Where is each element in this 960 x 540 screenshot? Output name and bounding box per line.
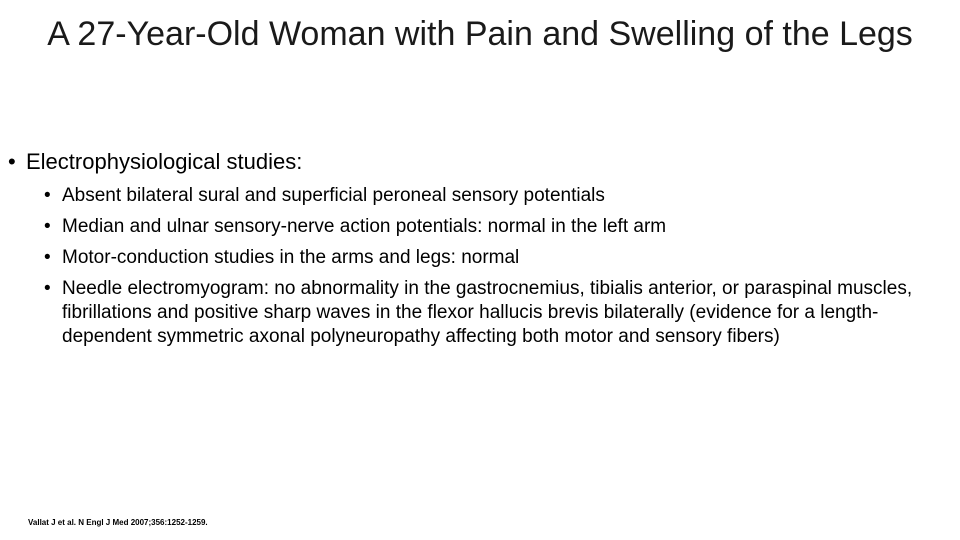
sub-bullet-text: Needle electromyogram: no abnormality in the gastrocnemius, tibialis anterior, or paraspinal muscles, fibrillations and positive sharp waves in the flexor hallucis brevis bilaterally (evidence for a length-dependent symmetric axonal polyneuropathy affecting both motor and sensory fibers) <box>62 278 913 347</box>
sub-bullet-list <box>40 184 940 356</box>
sub-bullet-text: Absent bilateral sural and superficial peroneal sensory potentials <box>62 185 605 206</box>
citation: Vallat J et al. N Engl J Med 2007;356:1252-1259. <box>28 518 208 527</box>
sub-bullet-item <box>40 215 940 239</box>
main-bullet-text: Electrophysiological studies: <box>26 149 303 174</box>
bullet-icon: • <box>44 185 51 206</box>
sub-bullet-text: Motor-conduction studies in the arms and legs: normal <box>62 247 520 268</box>
sub-bullet-item <box>40 246 940 270</box>
sub-bullet-text: Median and ulnar sensory-nerve action potentials: normal in the left arm <box>62 216 667 237</box>
bullet-icon: • <box>44 247 51 268</box>
bullet-icon: • <box>44 278 51 299</box>
sub-bullet-item <box>40 277 940 349</box>
sub-bullet-item <box>40 184 940 208</box>
slide-title: A 27-Year-Old Woman with Pain and Swelling of the Legs <box>47 15 913 53</box>
main-bullet <box>8 148 302 176</box>
bullet-icon: • <box>44 216 51 237</box>
bullet-icon: • <box>8 149 16 174</box>
